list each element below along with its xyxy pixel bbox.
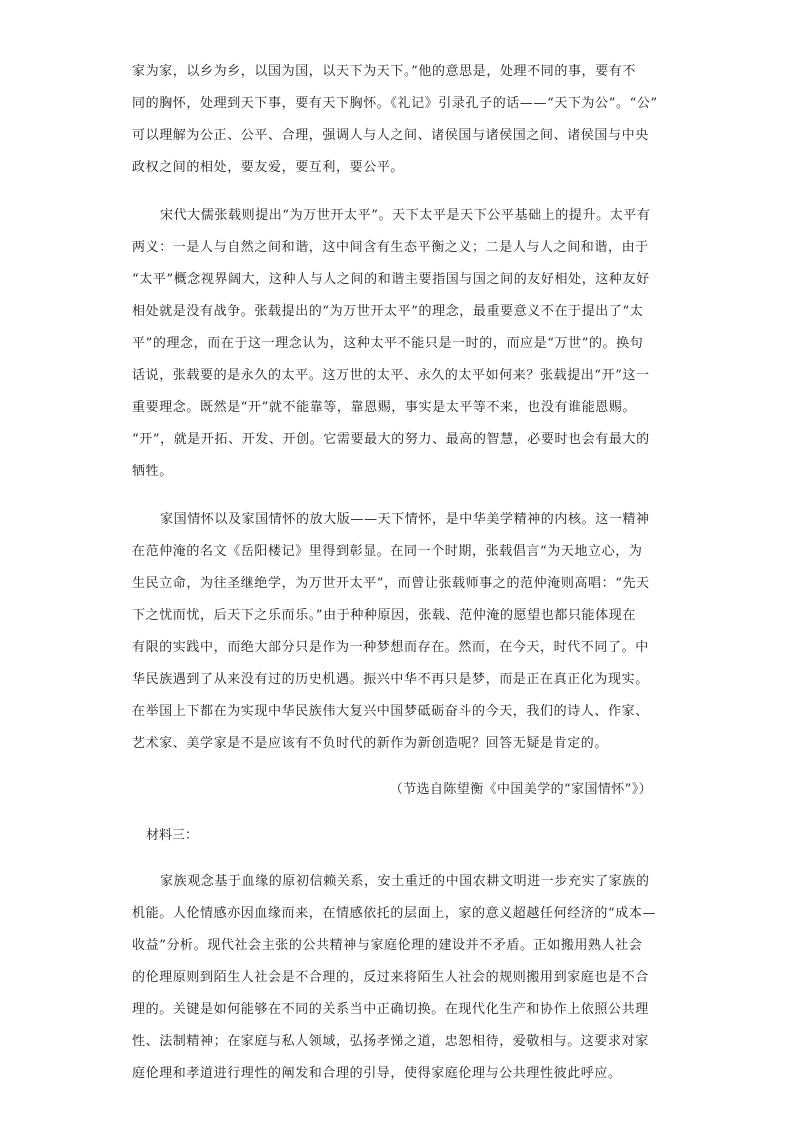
text-line: 有限的实践中，而绝大部分只是作为一种梦想而存在。然而，在今天，时代不同了。中 xyxy=(132,640,649,655)
paragraph-gap xyxy=(132,852,662,866)
text-line: “太平”概念视界阔大，这种人与人之间的和谐主要指国与国之间的友好相处，这种友好 xyxy=(132,272,650,287)
text-line: 在范仲淹的名文《岳阳楼记》里得到彰显。在同一个时期，张载倡言“为天地立心，为 xyxy=(132,544,643,559)
text-line: 下之忧而忧，后天下之乐而乐。”由于种种原因，张载、范仲淹的愿望也都只能体现在 xyxy=(132,608,636,623)
text-line: 理的。关键是如何能够在不同的关系当中正确切换。在现代化生产和协作上依照公共理 xyxy=(132,1002,649,1017)
text-line: 家国情怀以及家国情怀的放大版——天下情怀，是中华美学精神的内核。这一精神 xyxy=(160,512,650,527)
text-line: 重要理念。既然是“开”就不能靠等，靠恩赐，事实是太平等不来，也没有谁能恩赐。 xyxy=(132,400,637,415)
text-line: 收益”分析。现代社会主张的公共精神与家庭伦理的建设并不矛盾。正如搬用熟人社会 xyxy=(132,938,643,953)
paragraph-gap xyxy=(132,184,662,200)
text-line: 家为家，以乡为乡，以国为国，以天下为天下。”他的意思是，处理不同的事，要有不 xyxy=(132,64,636,79)
source-citation: （节选自陈望衡《中国美学的“家国情怀”》） xyxy=(389,782,652,797)
text-line: 话说，张载要的是永久的太平。这万世的太平、永久的太平如何来？张载提出“开”这一 xyxy=(132,368,650,383)
material-label: 材料三： xyxy=(146,828,199,843)
text-line: 机能。人伦情感亦因血缘而来，在情感依托的层面上，家的意义超越任何经济的“成本— xyxy=(132,906,657,921)
paragraph-4 xyxy=(132,866,662,1090)
text-line: “开”，就是开拓、开发、开创。它需要最大的努力、最高的智慧，必要时也会有最大的 xyxy=(132,432,650,447)
text-line: 可以理解为公正、公平、合理，强调人与人之间、诸侯国与诸侯国之间、诸侯国与中央 xyxy=(132,128,649,143)
text-line: 生民立命，为往圣继绝学，为万世开太平”，而曾让张载师事之的范仲淹则高唱：“先天 xyxy=(132,576,650,591)
text-line: 牺牲。 xyxy=(132,464,173,479)
paragraph-3 xyxy=(132,504,662,760)
text-line: 家族观念基于血缘的原初信赖关系，安土重迁的中国农耕文明进一步充实了家族的 xyxy=(160,874,650,889)
text-line: 平”的理念，而在于这一理念认为，这种太平不能只是一时的，而应是“万世”的。换句 xyxy=(132,336,644,351)
document-page xyxy=(132,56,662,1090)
text-line: 艺术家、美学家是不是应该有不负时代的新作为新创造呢？回答无疑是肯定的。 xyxy=(132,736,609,751)
text-line: 相处就是没有战争。张载提出的“为万世开太平”的理念，最重要意义不在于提出了“太 xyxy=(132,304,644,319)
text-line: 庭伦理和孝道进行理性的阐发和合理的引导，使得家庭伦理与公共理性彼此呼应。 xyxy=(132,1066,622,1081)
text-line: 华民族遇到了从来没有过的历史机遇。振兴中华不再只是梦，而是正在真正化为现实。 xyxy=(132,672,649,687)
text-line: 宋代大儒张载则提出“为万世开太平”。天下太平是天下公平基础上的提升。太平有 xyxy=(160,208,651,223)
text-line: 政权之间的相处，要友爱，要互利，要公平。 xyxy=(132,160,405,175)
text-line: 两义：一是人与自然之间和谐，这中间含有生态平衡之义；二是人与人之间和谐，由于 xyxy=(132,240,649,255)
paragraph-2 xyxy=(132,200,662,488)
text-line: 同的胸怀，处理到天下事，要有天下胸怀。《礼记》引录孔子的话——“天下为公”。“公” xyxy=(132,96,658,111)
paragraph-gap xyxy=(132,760,662,774)
paragraph-1 xyxy=(132,56,662,184)
text-line: 的伦理原则到陌生人社会是不合理的，反过来将陌生人社会的规则搬用到家庭也是不合 xyxy=(132,970,649,985)
paragraph-gap xyxy=(132,488,662,504)
paragraph-gap xyxy=(132,806,662,820)
text-line: 性、法制精神；在家庭与私人领域，弘扬孝悌之道，忠恕相待，爱敬相与。这要求对家 xyxy=(132,1034,649,1049)
text-line: 在举国上下都在为实现中华民族伟大复兴中国梦砥砺奋斗的今天，我们的诗人、作家、 xyxy=(132,704,649,719)
